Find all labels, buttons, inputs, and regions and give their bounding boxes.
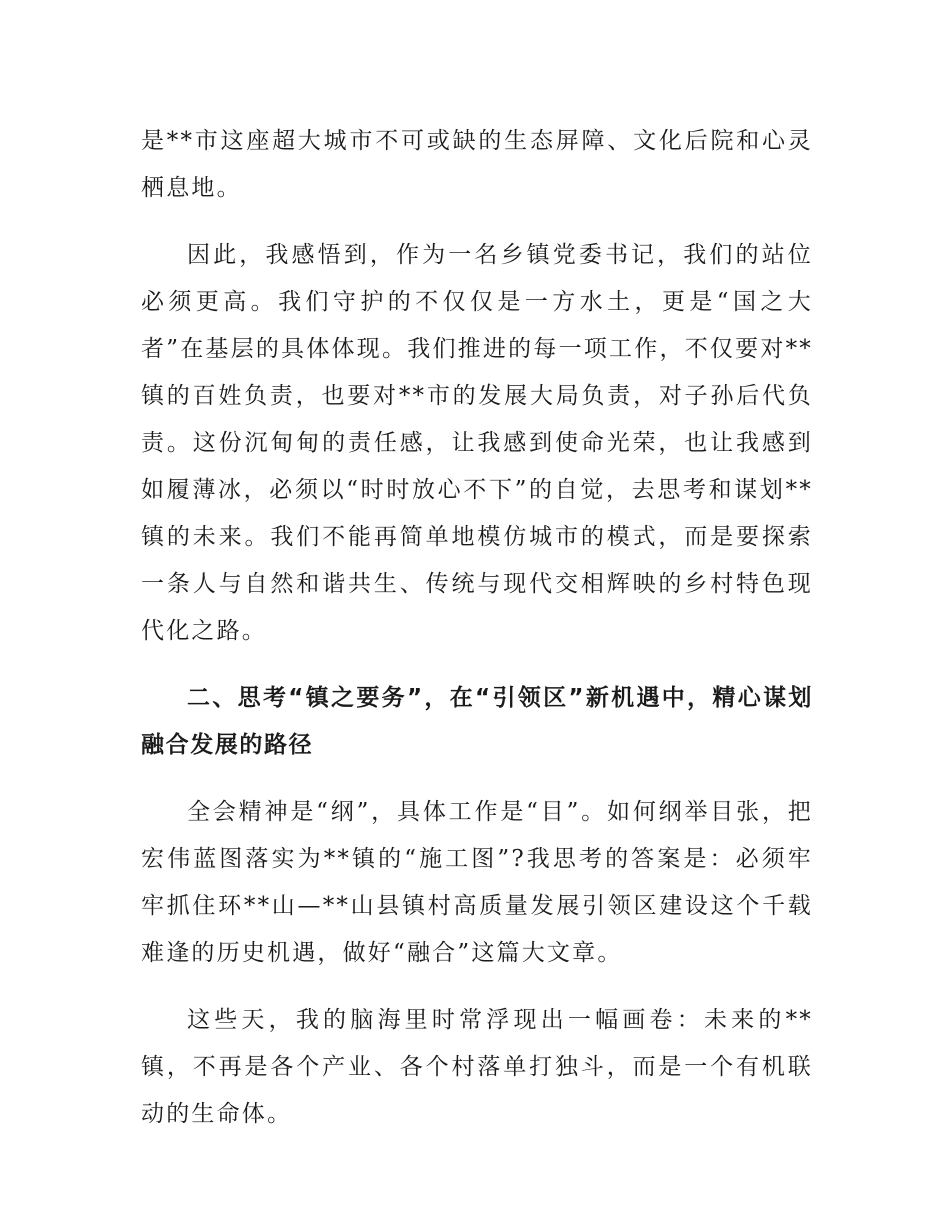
paragraph-integration: 全会精神是“纲”，具体工作是“目”。如何纲举目张，把宏伟蓝图落实为**镇的“施工图”?我思考的答案是：必须牢牢抓住环**山—**山县镇村高质量发展引领区建设这个千载难逢的历史机遇，做好“融合”这篇大文章。 [141, 799, 813, 966]
paragraph-vision: 这些天，我的脑海里时常浮现出一幅画卷：未来的**镇，不再是各个产业、各个村落单打独斗，而是一个有机联动的生命体。 [141, 1007, 813, 1127]
section-heading: 二、思考“镇之要务”，在“引领区”新机遇中，精心谋划融合发展的路径 [141, 685, 813, 758]
paragraph-responsibility: 因此，我感悟到，作为一名乡镇党委书记，我们的站位必须更高。我们守护的不仅仅是一方水土，更是“国之大者”在基层的具体体现。我们推进的每一项工作，不仅要对**镇的百姓负责，也要对**市的发展大局负责，对子孙后代负责。这份沉甸甸的责任感，让我感到使命光荣，也让我感到如履薄冰，必须以“时时放心不下”的自觉，去思考和谋划**镇的未来。我们不能再简单地模仿城市的模式，而是要探索一条人与自然和谐共生、传统与现代交相辉映的乡村特色现代化之路。 [141, 242, 813, 644]
paragraph-continuation: 是**市这座超大城市不可或缺的生态屏障、文化后院和心灵栖息地。 [141, 128, 813, 201]
document-body [141, 118, 813, 1158]
